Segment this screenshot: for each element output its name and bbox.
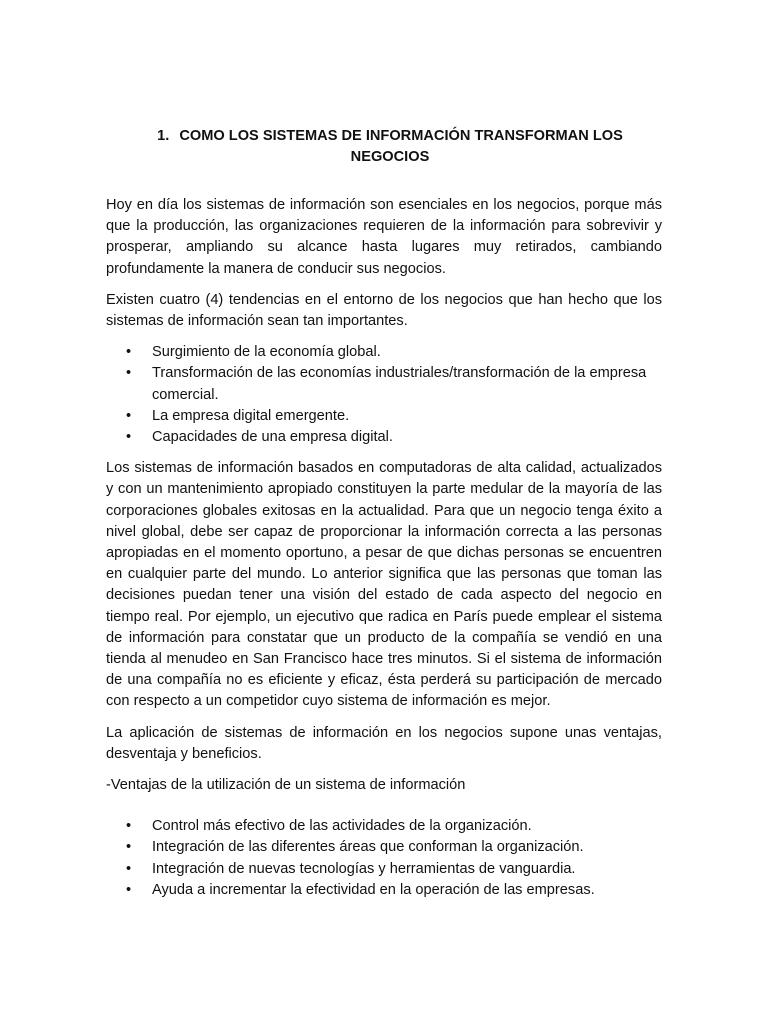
bullet-glyph: • bbox=[126, 860, 132, 877]
list-item-text: Surgimiento de la economía global. bbox=[152, 344, 381, 361]
list-item bbox=[106, 859, 662, 880]
paragraph-intro: Hoy en día los sistemas de información son esenciales en los negocios, porque más que la producción, las organizaciones requieren de la información para sobrevivir y prosperar, ampliando su alcance hasta lugares muy retirados, cambiando profundamente la manera de conducir sus negocios. bbox=[106, 197, 662, 277]
trends-list bbox=[106, 342, 662, 448]
list-item bbox=[106, 363, 662, 405]
heading-title-line-1: COMO LOS SISTEMAS DE INFORMACIÓN TRANSFORMAN LOS bbox=[179, 128, 623, 144]
list-item bbox=[106, 427, 662, 448]
bullet-glyph: • bbox=[126, 881, 132, 898]
paragraph-global-systems: Los sistemas de información basados en computadoras de alta calidad, actualizados y con un mantenimiento apropiado constituyen la parte medular de la mayoría de las corporaciones globales exitosas en la actualidad. Para que un negocio tenga éxito a nivel global, debe ser capaz de proporcionar la información correcta a las personas apropiadas en el momento oportuno, a pesar de que dichas personas se encuentren en cualquier parte del mundo. Lo anterior significa que las personas que toman las decisiones puedan tener una visión del estado de cada aspecto del negocio en tiempo real. Por ejemplo, un ejecutivo que radica en París puede emplear el sistema de información para constatar que un producto de la compañía se vendió en una tienda al menudeo en San Francisco hace tres minutos. Si el sistema de información de una compañía no es eficiente y eficaz, ésta perderá su participación de mercado con respecto a un competidor cuyo sistema de información es mejor. bbox=[106, 460, 662, 710]
list-item-text: Integración de las diferentes áreas que conforman la organización. bbox=[152, 839, 584, 856]
bullet-glyph: • bbox=[126, 818, 132, 835]
list-item-text: La empresa digital emergente. bbox=[152, 407, 350, 424]
list-item-text: Capacidades de una empresa digital. bbox=[152, 429, 393, 446]
heading-number: 1. bbox=[157, 128, 170, 144]
section-heading bbox=[140, 126, 640, 168]
document-body bbox=[106, 195, 662, 911]
list-item bbox=[106, 342, 662, 363]
bullet-glyph: • bbox=[126, 407, 132, 424]
bullet-glyph: • bbox=[126, 344, 132, 361]
advantages-list bbox=[106, 816, 662, 901]
heading-title-line-2: NEGOCIOS bbox=[350, 149, 430, 165]
heading-line-1 bbox=[140, 126, 640, 147]
paragraph-applications: La aplicación de sistemas de información en los negocios supone unas ventajas, desventaja y beneficios. bbox=[106, 724, 662, 762]
bullet-glyph: • bbox=[126, 365, 132, 382]
list-item-text: Integración de nuevas tecnologías y herramientas de vanguardia. bbox=[152, 860, 576, 877]
bullet-glyph: • bbox=[126, 839, 132, 856]
paragraph-trends-intro: Existen cuatro (4) tendencias en el entorno de los negocios que han hecho que los sistemas de información sean tan importantes. bbox=[106, 291, 662, 330]
advantages-heading: -Ventajas de la utilización de un sistema de información bbox=[106, 777, 466, 794]
list-item bbox=[106, 406, 662, 427]
bullet-glyph: • bbox=[126, 429, 132, 446]
list-item bbox=[106, 880, 662, 901]
list-item-text: Control más efectivo de las actividades de la organización. bbox=[152, 818, 532, 835]
list-item bbox=[106, 837, 662, 858]
spacer bbox=[106, 806, 662, 816]
list-item bbox=[106, 816, 662, 837]
list-item-text: Transformación de las economías industriales/transformación de la empresa comercial. bbox=[152, 365, 647, 403]
list-item-text: Ayuda a incrementar la efectividad en la operación de las empresas. bbox=[152, 881, 595, 898]
